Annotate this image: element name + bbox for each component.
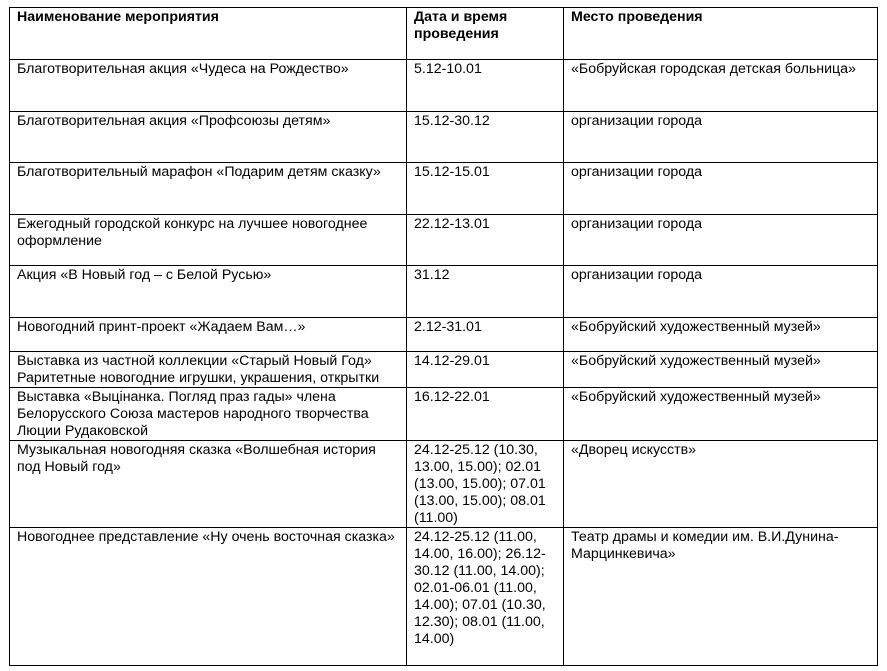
event-place-cell: «Бобруйский художественный музей» [564, 318, 878, 352]
table-row [10, 266, 878, 318]
event-place-cell: организации города [564, 266, 878, 318]
event-date-cell: 14.12-29.01 [407, 352, 564, 388]
header-row [10, 8, 878, 60]
table-row [10, 388, 878, 441]
event-place-cell: «Бобруйская городская детская больница» [564, 60, 878, 112]
table-row [10, 112, 878, 163]
table-row [10, 528, 878, 666]
event-place-cell: организации города [564, 163, 878, 215]
table-row [10, 318, 878, 352]
event-date-cell: 22.12-13.01 [407, 215, 564, 266]
header-venue: Место проведения [564, 8, 878, 60]
event-place-cell: организации города [564, 112, 878, 163]
event-date-cell: 5.12-10.01 [407, 60, 564, 112]
event-place-cell: «Дворец искусств» [564, 441, 878, 528]
event-date-cell: 15.12-15.01 [407, 163, 564, 215]
event-name-cell: Новогоднее представление «Ну очень восточная сказка» [10, 528, 407, 666]
event-name-cell: Акция «В Новый год – с Белой Русью» [10, 266, 407, 318]
table-row [10, 163, 878, 215]
table-row [10, 215, 878, 266]
header-event-name: Наименование мероприятия [10, 8, 407, 60]
event-date-cell: 24.12-25.12 (11.00, 14.00, 16.00); 26.12-30.12 (11.00, 14.00); 02.01-06.01 (11.00, 14.00); 07.01 (10.30, 12.30); 08.01 (11.00, 14.00) [407, 528, 564, 666]
event-date-cell: 15.12-30.12 [407, 112, 564, 163]
event-date-cell: 2.12-31.01 [407, 318, 564, 352]
header-date-time: Дата и время проведения [407, 8, 564, 60]
event-place-cell: «Бобруйский художественный музей» [564, 388, 878, 441]
event-name-cell: Выставка «Выцінанка. Погляд праз гады» члена Белорусского Союза мастеров народного творчества Люции Рудаковской [10, 388, 407, 441]
event-name-cell: Выставка из частной коллекции «Старый Новый Год» Раритетные новогодние игрушки, украшения, открытки [10, 352, 407, 388]
event-name-cell: Благотворительная акция «Профсоюзы детям» [10, 112, 407, 163]
table-row [10, 60, 878, 112]
event-place-cell: организации города [564, 215, 878, 266]
event-place-cell: Театр драмы и комедии им. В.И.Дунина-Марцинкевича» [564, 528, 878, 666]
event-date-cell: 31.12 [407, 266, 564, 318]
event-date-cell: 16.12-22.01 [407, 388, 564, 441]
table-row [10, 352, 878, 388]
event-date-cell: 24.12-25.12 (10.30, 13.00, 15.00); 02.01 (13.00, 15.00); 07.01 (13.00, 15.00); 08.01 (11.00) [407, 441, 564, 528]
event-name-cell: Благотворительный марафон «Подарим детям сказку» [10, 163, 407, 215]
events-table [9, 7, 878, 666]
event-name-cell: Музыкальная новогодняя сказка «Волшебная история под Новый год» [10, 441, 407, 528]
event-name-cell: Благотворительная акция «Чудеса на Рождество» [10, 60, 407, 112]
table-body [10, 60, 878, 666]
table-header [10, 8, 878, 60]
event-name-cell: Новогодний принт-проект «Жадаем Вам…» [10, 318, 407, 352]
event-name-cell: Ежегодный городской конкурс на лучшее новогоднее оформление [10, 215, 407, 266]
table-row [10, 441, 878, 528]
event-place-cell: «Бобруйский художественный музей» [564, 352, 878, 388]
